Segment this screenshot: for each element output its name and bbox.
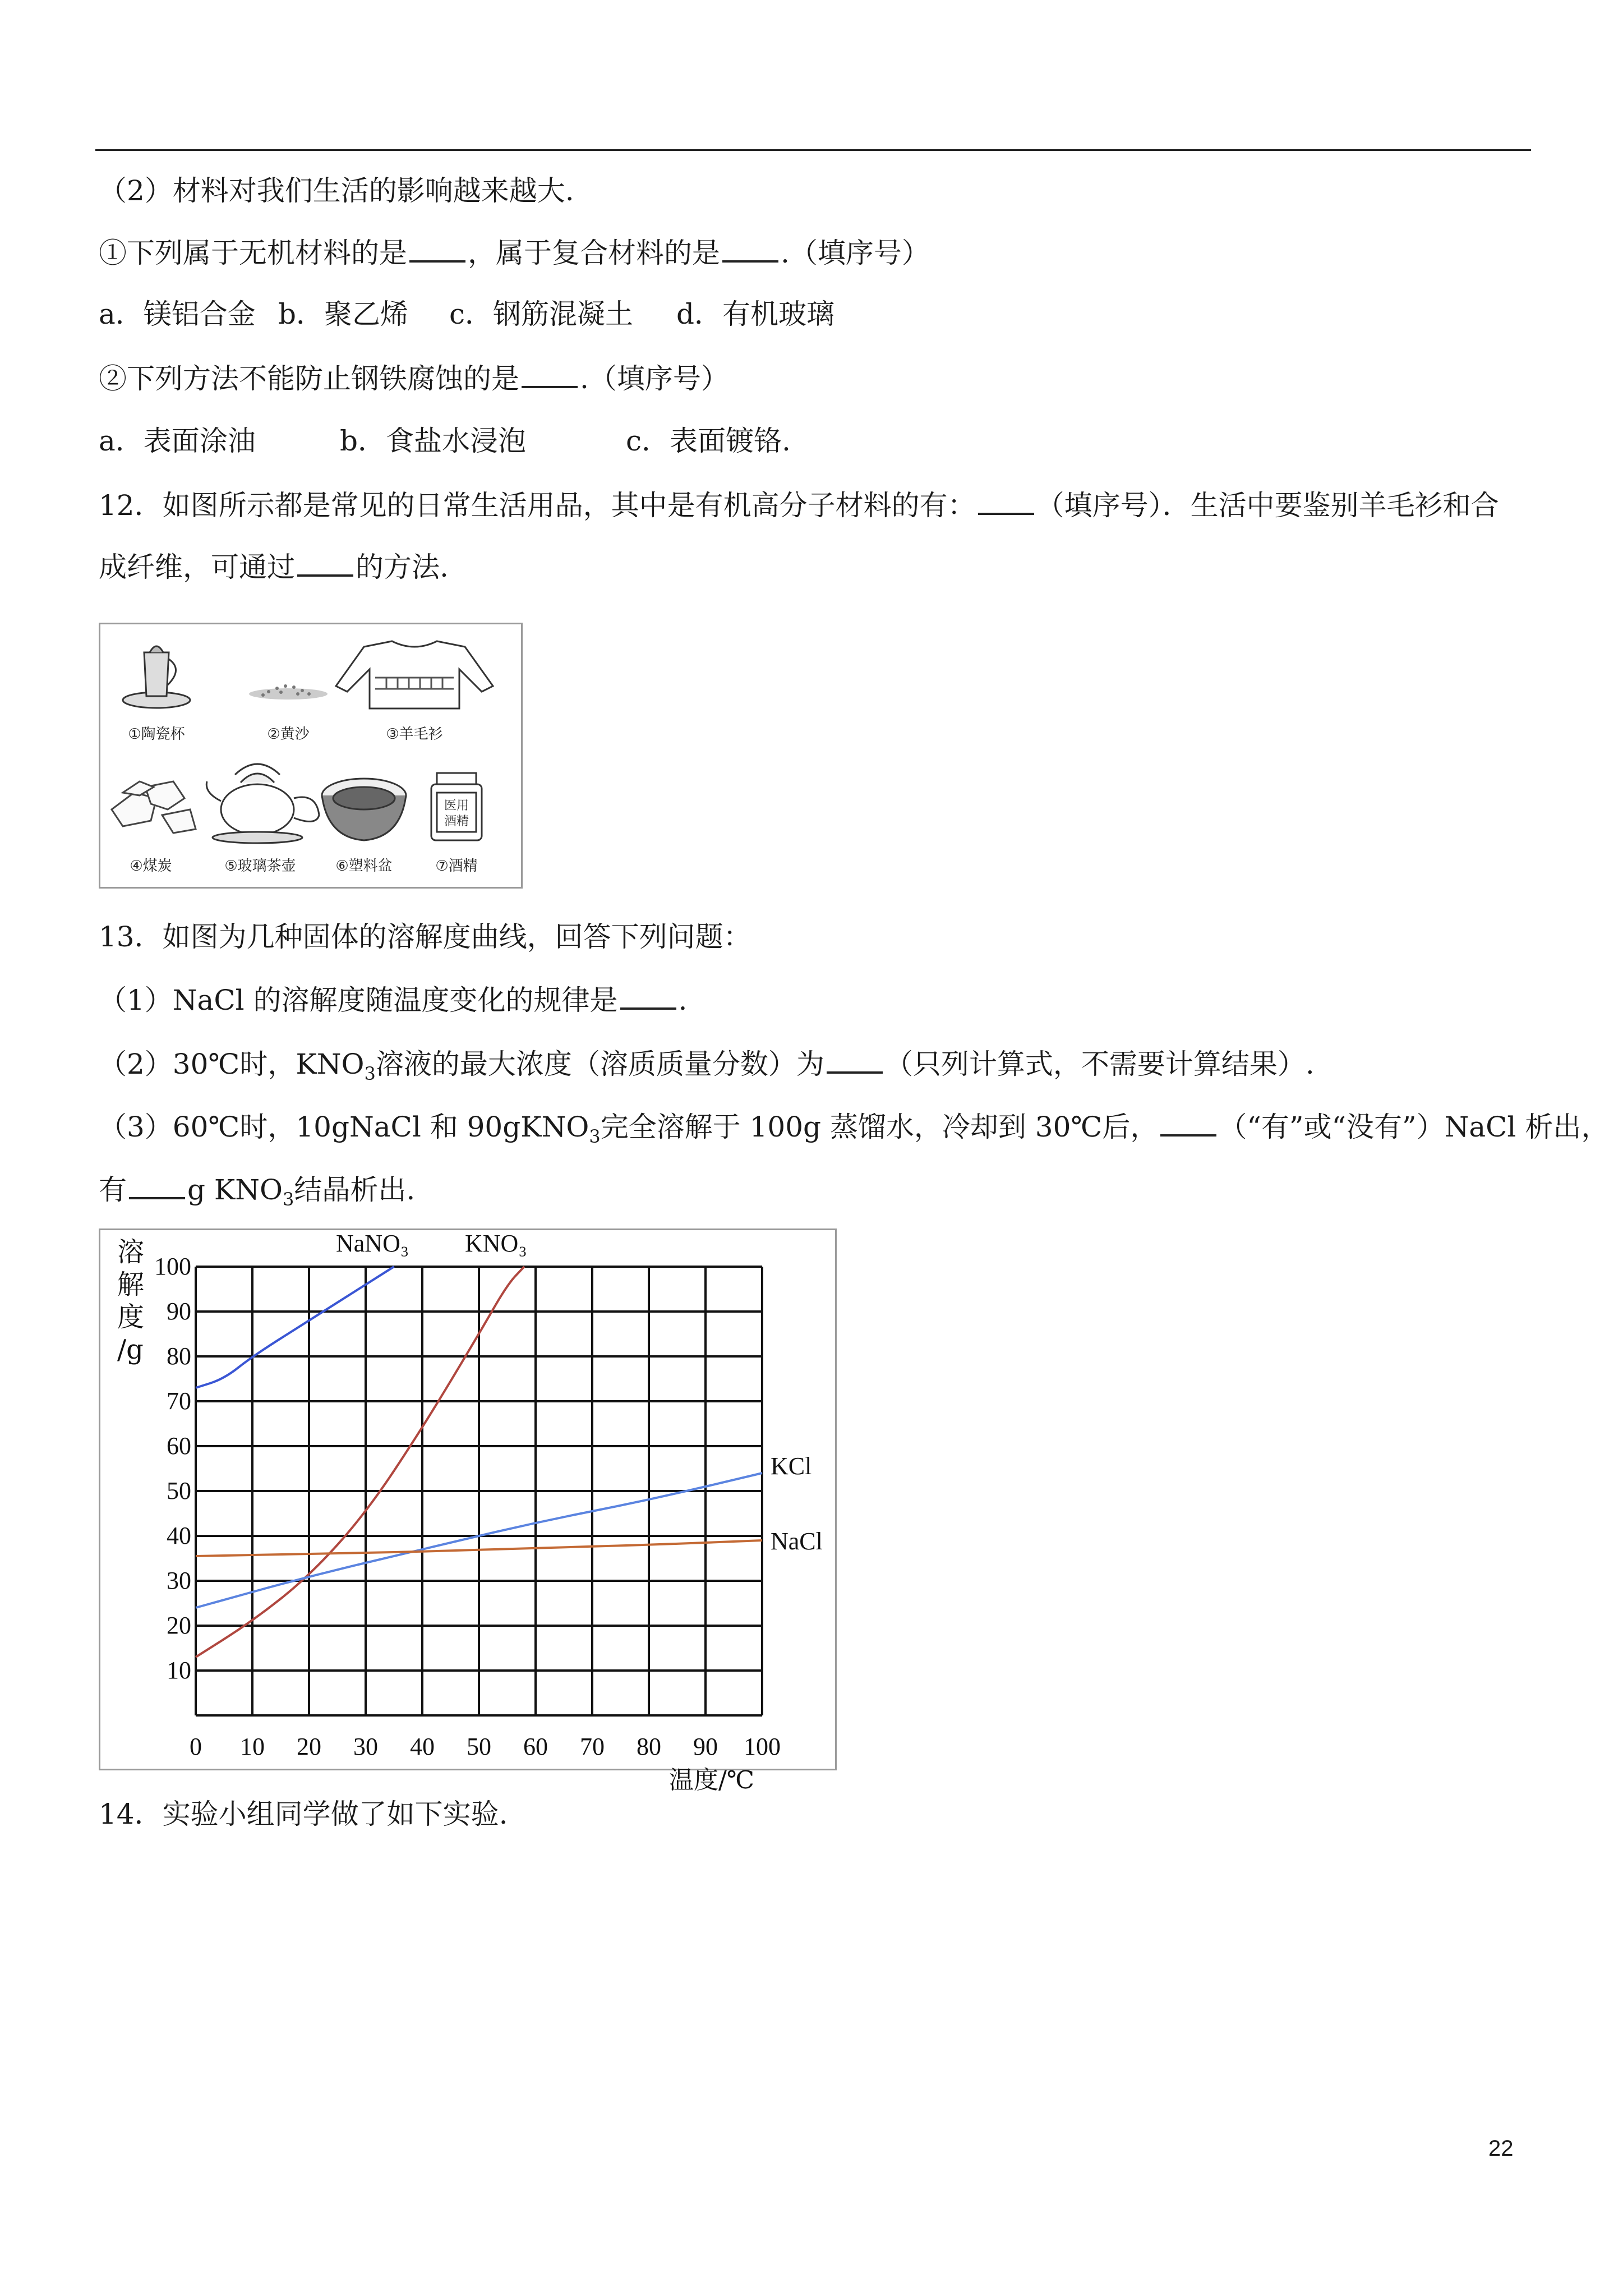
subscript: 3 <box>589 1126 601 1147</box>
bottle-label-line1: 医用 <box>444 799 469 813</box>
item-label: ⑥塑料盆 <box>335 858 393 875</box>
household-items-figure <box>99 623 523 889</box>
series-label-NaNO3: NaNO₃ <box>336 1230 409 1257</box>
x-tick-label: 90 <box>693 1733 718 1760</box>
text: （只列计算式，不需要计算结果）. <box>884 1048 1315 1080</box>
q11-options-1 <box>99 297 834 331</box>
x-axis-label: 温度/℃ <box>668 1766 755 1795</box>
chart-labels <box>117 1230 823 1795</box>
x-tick-label: 100 <box>744 1733 781 1760</box>
text: 的方法. <box>356 551 449 583</box>
text: ①下列属于无机材料的是 <box>99 237 407 269</box>
item-label: ②黄沙 <box>267 726 310 743</box>
item-label: ④煤炭 <box>130 858 172 875</box>
answer-blank[interactable] <box>1160 1110 1216 1137</box>
cup-icon <box>123 646 190 708</box>
option-c: c．钢筋混凝土 <box>449 298 634 330</box>
q11-part2-sub1 <box>99 236 930 270</box>
answer-blank[interactable] <box>129 1172 185 1199</box>
item-label: ⑦酒精 <box>435 858 478 875</box>
q13-part1 <box>99 983 687 1017</box>
text: . <box>678 984 688 1016</box>
text: （2）30℃时，KNO <box>99 1048 365 1080</box>
q13-heading: 13．如图为几种固体的溶解度曲线，回答下列问题： <box>99 921 751 953</box>
x-tick-label: 50 <box>467 1733 491 1760</box>
text: 结晶析出. <box>294 1174 416 1206</box>
q11-options-2 <box>99 424 791 458</box>
q12-line1 <box>99 488 1499 522</box>
q11-part2-heading: （2）材料对我们生活的影响越来越大. <box>99 174 574 207</box>
q11-part2-sub2 <box>99 361 729 395</box>
series-line-NaNO3 <box>196 1267 394 1388</box>
subscript: 3 <box>364 1063 376 1084</box>
option-a: a．表面涂油 <box>99 425 256 457</box>
solubility-chart <box>99 1228 837 1795</box>
answer-blank[interactable] <box>827 1047 883 1074</box>
header-rule <box>95 149 1531 151</box>
option-a: a．镁铝合金 <box>99 298 256 330</box>
answer-blank[interactable] <box>522 361 578 388</box>
y-tick-label: 50 <box>167 1477 191 1504</box>
text: 成纤维，可通过 <box>99 551 295 583</box>
text: 有 <box>99 1174 127 1206</box>
answer-blank[interactable] <box>409 236 465 263</box>
q13-part2 <box>99 1047 1315 1084</box>
y-tick-label: 30 <box>167 1567 191 1594</box>
x-tick-label: 0 <box>190 1733 202 1760</box>
y-tick-label: 60 <box>167 1432 191 1460</box>
text: .（填序号） <box>781 237 930 269</box>
x-tick-label: 20 <box>297 1733 321 1760</box>
text: 完全溶解于 100g 蒸馏水，冷却到 30℃后， <box>600 1111 1159 1143</box>
q13-part3 <box>99 1110 1610 1147</box>
item-label: ⑤玻璃茶壶 <box>224 858 296 875</box>
answer-blank[interactable] <box>297 550 353 577</box>
text: .（填序号） <box>580 362 729 395</box>
item-label: ①陶瓷杯 <box>128 726 185 743</box>
q12-line2 <box>99 550 449 584</box>
text: （3）60℃时，10gNaCl 和 90gKNO <box>99 1111 589 1143</box>
q14-heading: 14．实验小组同学做了如下实验. <box>99 1798 508 1830</box>
text: 12．如图所示都是常见的日常生活用品，其中是有机高分子材料的有： <box>99 489 976 522</box>
y-axis-label: 度 <box>117 1301 145 1333</box>
series-label-KCl: KCl <box>771 1452 812 1480</box>
bottle-label-line2: 酒精 <box>444 815 469 829</box>
text: g KNO <box>187 1174 283 1206</box>
text: 溶液的最大浓度（溶质质量分数）为 <box>375 1048 824 1080</box>
y-tick-label: 40 <box>167 1522 191 1549</box>
answer-blank[interactable] <box>978 488 1034 515</box>
solubility-chart-svg <box>100 1230 835 1795</box>
series-label-KNO3: KNO₃ <box>465 1230 527 1257</box>
sand-icon <box>249 684 328 700</box>
series-label-NaCl: NaCl <box>771 1527 823 1555</box>
x-tick-label: 10 <box>240 1733 265 1760</box>
q13-part3-cont <box>99 1172 416 1210</box>
chart-ticks <box>154 1253 781 1760</box>
y-tick-label: 10 <box>167 1657 191 1684</box>
answer-blank[interactable] <box>722 236 778 263</box>
text: ，属于复合材料的是 <box>468 237 720 269</box>
y-tick-label: 100 <box>154 1253 191 1280</box>
y-tick-label: 80 <box>167 1342 191 1370</box>
x-tick-label: 80 <box>637 1733 661 1760</box>
sweater-icon <box>336 641 493 708</box>
y-axis-label: 溶 <box>117 1236 145 1268</box>
y-axis-label: /g <box>117 1334 144 1365</box>
text: ②下列方法不能防止钢铁腐蚀的是 <box>99 362 519 395</box>
teapot-icon <box>206 764 319 843</box>
item-label: ③羊毛衫 <box>386 726 443 743</box>
option-c: c．表面镀铬. <box>626 425 791 457</box>
y-tick-label: 20 <box>167 1612 191 1639</box>
y-axis-label: 解 <box>117 1269 145 1300</box>
answer-blank[interactable] <box>620 983 676 1010</box>
option-d: d．有机玻璃 <box>676 298 835 330</box>
coal-icon <box>112 781 196 833</box>
series-line-KNO3 <box>196 1267 524 1657</box>
page-number: 22 <box>1488 2136 1514 2161</box>
y-tick-label: 70 <box>167 1387 191 1415</box>
text: （“有”或“没有”）NaCl 析出， <box>1219 1111 1610 1143</box>
y-tick-label: 90 <box>167 1297 191 1325</box>
text: （填序号）．生活中要鉴别羊毛衫和合 <box>1036 489 1499 522</box>
x-tick-label: 70 <box>580 1733 605 1760</box>
option-b: b．食盐水浸泡 <box>340 425 527 457</box>
x-tick-label: 60 <box>523 1733 548 1760</box>
basin-icon <box>322 779 406 840</box>
subscript: 3 <box>283 1189 294 1210</box>
x-tick-label: 40 <box>410 1733 435 1760</box>
x-tick-label: 30 <box>353 1733 378 1760</box>
option-b: b．聚乙烯 <box>278 298 409 330</box>
items-drawing <box>100 624 521 887</box>
text: （1）NaCl 的溶解度随温度变化的规律是 <box>99 984 618 1016</box>
